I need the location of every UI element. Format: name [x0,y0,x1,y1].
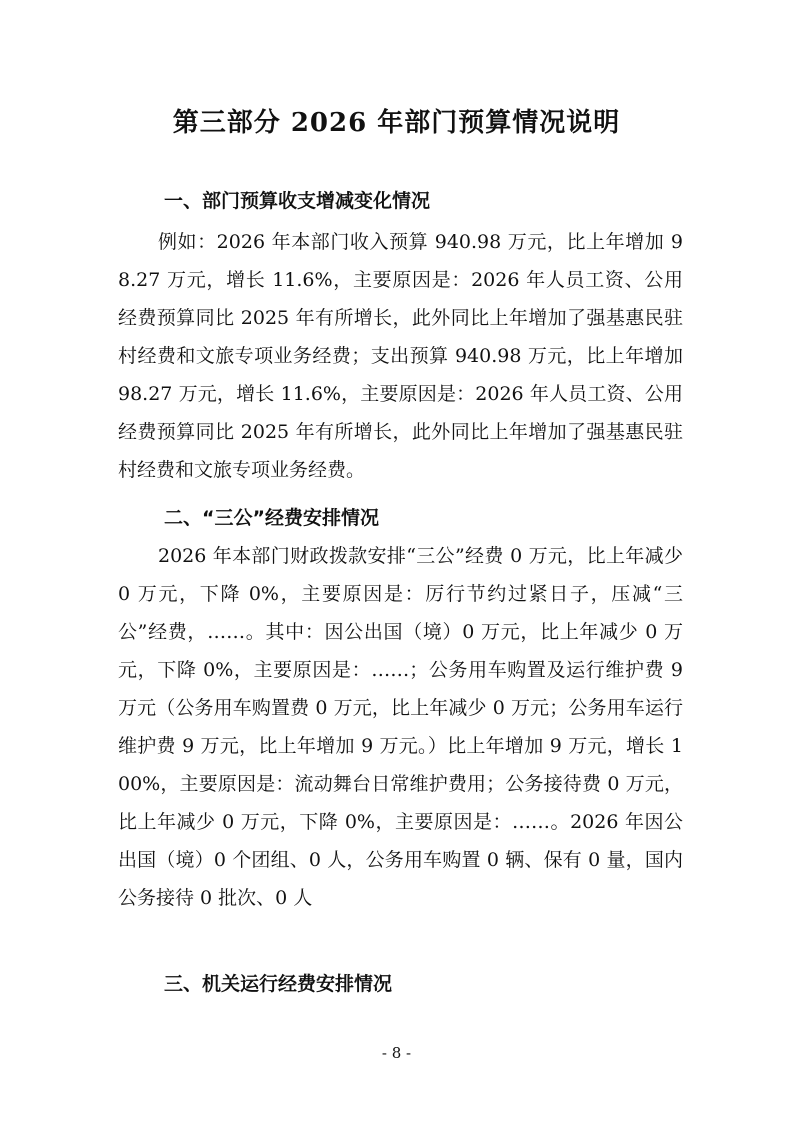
section-paragraph-2: 2026 年本部门财政拨款安排“三公”经费 0 万元，比上年减少 0 万元，下降 0%，主要原因是：厉行节约过紧日子，压减“三公”经费，……。其中：因公出国（境）0 万元，比上年减少 0 万元，下降 0%，主要原因是：……；公务用车购置及运行维护费 9 万元（公务用车购置费 0 万元，比上年减少 0 万元；公务用车运行维护费 9 万元，比上年增加 9 万元。）比上年增加 9 万元，增长 100%，主要原因是：流动舞台日常维护费用；公务接待费 0 万元，比上年减少 0 万元，下降 0%，主要原因是：……。2026 年因公出国（境）0 个团组、0 人，公务用车购置 0 辆、保有 0 量，国内公务接待 0 批次、0 人 [118,545,683,909]
section-heading-2: 二、“三公”经费安排情况 [164,507,379,529]
section-heading-3: 三、机关运行经费安排情况 [164,973,393,995]
section-heading-1: 一、部门预算收支增减变化情况 [164,190,431,212]
page-number: - 8 - [381,1044,412,1062]
section-paragraph-1: 例如：2026 年本部门收入预算 940.98 万元，比上年增加 98.27 万元，增长 11.6%，主要原因是：2026 年人员工资、公用经费预算同比 2025 年有所增长，此外同比上年增加了强基惠民驻村经费和文旅专项业务经费；支出预算 940.98 万元，比上年增加 98.27 万元，增长 11.6%，主要原因是：2026 年人员工资、公用经费预算同比 2025 年有所增长，此外同比上年增加了强基惠民驻村经费和文旅专项业务经费。 [118,231,683,481]
page-title: 第三部分 2026 年部门预算情况说明 [172,108,621,138]
